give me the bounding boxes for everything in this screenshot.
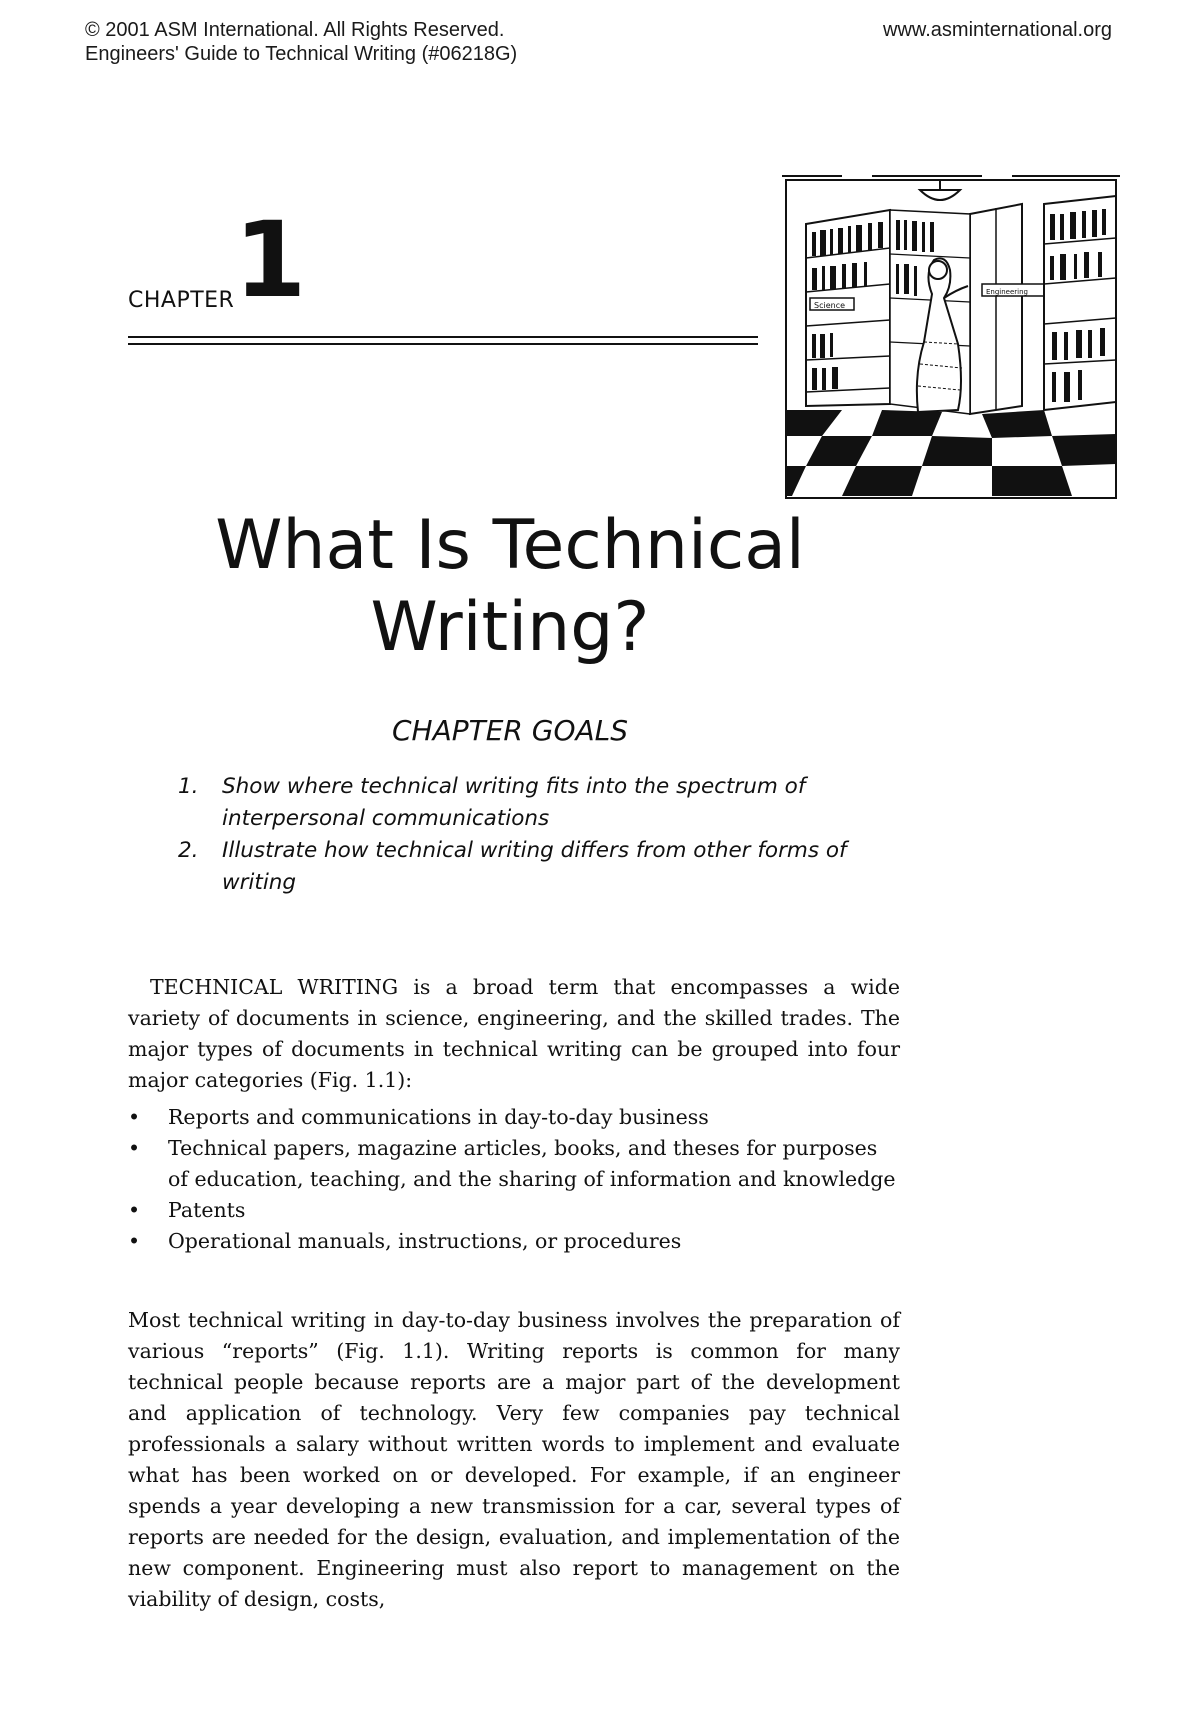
list-item-text: Patents: [168, 1198, 246, 1222]
chapter-number: 1: [234, 199, 307, 321]
intro-paragraph: TECHNICAL WRITING is a broad term that encompasses a wide variety of documents in science, engineering, and the skilled trades. The major types of documents in technical writing can be grouped into four major categories (Fig. 1.1):: [128, 974, 900, 1092]
bullet-icon: •: [128, 1136, 141, 1160]
goal-item: [178, 835, 878, 899]
goal-text: Show where technical writing fits into the spectrum of interpersonal communications: [222, 774, 806, 831]
bullet-icon: •: [128, 1229, 141, 1253]
chapter-title-line-1: What Is Technical: [215, 506, 805, 585]
shelf-sign-left: Science: [814, 301, 846, 310]
list-item: [128, 1195, 900, 1226]
goal-text: Illustrate how technical writing differs from other forms of writing: [222, 838, 847, 895]
bullet-icon: •: [128, 1198, 141, 1222]
goal-number: 2.: [178, 838, 199, 863]
chapter-title-line-2: Writing?: [370, 588, 650, 667]
copyright-notice: © 2001 ASM International. All Rights Reserved.: [85, 19, 505, 41]
list-item-text: Technical papers, magazine articles, books, and theses for purposes of education, teaching, and the sharing of information and knowledge: [168, 1136, 896, 1191]
chapter-heading: [128, 199, 758, 342]
website-url[interactable]: www.asminternational.org: [883, 19, 1112, 41]
chapter-double-rule: [128, 336, 758, 345]
list-item-text: Reports and communications in day-to-day business: [168, 1105, 709, 1129]
list-item-text: Operational manuals, instructions, or procedures: [168, 1229, 682, 1253]
page-header-left: [85, 18, 517, 66]
library-bookshelves-illustration: [782, 174, 1120, 504]
bullet-icon: •: [128, 1105, 141, 1129]
reports-paragraph: Most technical writing in day-to-day business involves the preparation of various “reports” (Fig. 1.1). Writing reports is common for many technical people because reports are a major part of the development and application of technology. Very few companies pay technical professionals a salary without written words to implement and evaluate what has been worked on or developed. For example, if an engineer spends a year developing a new transmission for a car, several types of reports are needed for the design, evaluation, and implementation of the new component. Engineering must also report to management on the viability of design, costs,: [128, 1307, 900, 1611]
chapter-goals-list: [178, 771, 878, 899]
list-item: [128, 1133, 900, 1195]
book-title-code: Engineers' Guide to Technical Writing (#06218G): [85, 43, 518, 65]
goal-number: 1.: [178, 774, 199, 799]
goal-item: [178, 771, 878, 835]
document-categories-list: [128, 1102, 900, 1257]
shelf-sign-right: Engineering: [986, 288, 1028, 296]
list-item: [128, 1226, 900, 1257]
chapter-goals-heading: CHAPTER GOALS: [391, 714, 629, 747]
chapter-label: CHAPTER: [128, 288, 235, 313]
chapter-title: [160, 505, 860, 669]
list-item: [128, 1102, 900, 1133]
